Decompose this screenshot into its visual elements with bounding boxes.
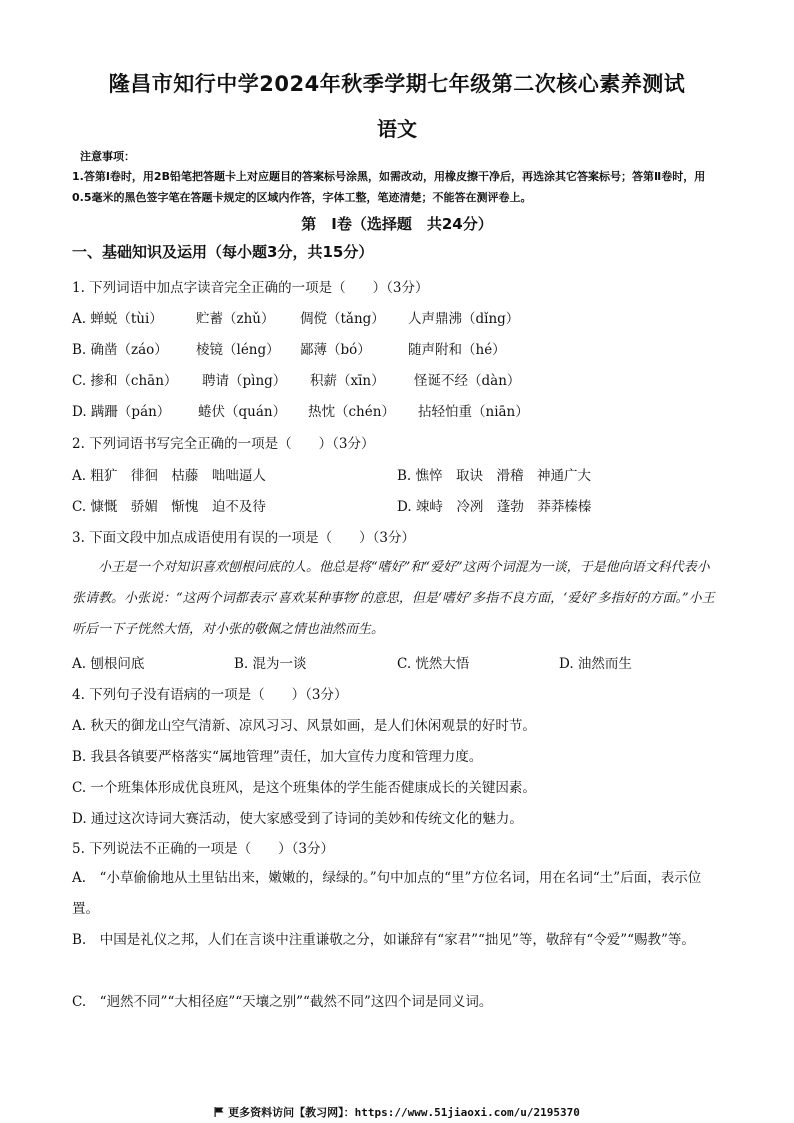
question-1-option-b bbox=[72, 338, 506, 358]
option-word: 倜傥（tǎng） bbox=[300, 311, 385, 327]
footer-text: 更多资料访问【教习网】：https://www.51jiaoxi.com/u/2195370 bbox=[228, 1106, 580, 1119]
question-2-option-c: C. 慷慨 骄媚 惭愧 迫不及待 bbox=[72, 499, 266, 515]
question-4-option-b: B. 我县各镇要严格落实“属地管理”责任，加大宣传力度和管理力度。 bbox=[72, 749, 483, 765]
option-word: 人声鼎沸（dǐng） bbox=[408, 311, 520, 327]
exam-title: 隆昌市知行中学2024年秋季学期七年级第二次核心素养测试 bbox=[108, 72, 686, 96]
option-word: B. 确凿（záo） bbox=[72, 342, 168, 358]
question-3-option-c: C. 恍然大悟 bbox=[397, 656, 470, 672]
question-5-option-a: A. “小草偷偷地从土里钻出来，嫩嫩的，绿绿的。”句中加点的“里”方位名词，用在名词“土”后面，表示位置。 bbox=[72, 870, 702, 917]
question-2-option-d: D. 竦峙 冷冽 蓬勃 莽莽榛榛 bbox=[397, 499, 592, 515]
flag-icon bbox=[214, 1107, 224, 1117]
option-word: 积薪（xīn） bbox=[310, 373, 385, 389]
option-word: 随声附和（hé） bbox=[408, 342, 506, 358]
option-word: D. 蹒跚（pán） bbox=[72, 404, 171, 420]
footer bbox=[0, 1104, 794, 1120]
question-1-option-c bbox=[72, 369, 520, 389]
option-word: 怪诞不经（dàn） bbox=[414, 373, 521, 389]
section-title: 一、基础知识及运用（每小题3分，共15分） bbox=[72, 243, 374, 261]
part-title: 第 Ⅰ卷（选择题 共24分） bbox=[301, 215, 493, 233]
question-4-option-c: C. 一个班集体形成优良班风，是这个班集体的学生能否健康成长的关键因素。 bbox=[72, 780, 536, 796]
notes-text: 1.答第Ⅰ卷时，用2B铅笔把答题卡上对应题目的答案标号涂黑，如需改动，用橡皮擦干净后，再选涂其它答案标号；答第Ⅱ卷时，用0.5毫米的黑色签字笔在答题卡规定的区域内作答，字体工整，笔迹清楚；不能答在测评卷上。 bbox=[72, 170, 706, 204]
question-2-stem: 2. 下列词语书写完全正确的一项是（ ）（3分） bbox=[72, 436, 375, 452]
question-3-option-b: B. 混为一谈 bbox=[234, 656, 307, 672]
question-4-option-a: A. 秋天的御龙山空气清新、凉风习习、风景如画，是人们休闲观景的好时节。 bbox=[72, 718, 536, 734]
option-word: 蜷伏（quán） bbox=[198, 404, 287, 420]
option-word: 贮蓄（zhǔ） bbox=[196, 311, 275, 327]
question-3-stem: 3. 下面文段中加点成语使用有误的一项是（ ）（3分） bbox=[72, 530, 416, 546]
option-word: 热忱（chén） bbox=[308, 404, 395, 420]
question-3-option-a: A. 刨根问底 bbox=[72, 656, 145, 672]
question-1-option-a bbox=[72, 307, 519, 327]
question-1-option-d bbox=[72, 400, 529, 420]
subject-title: 语文 bbox=[377, 117, 417, 141]
option-word: 棱镜（léng） bbox=[196, 342, 280, 358]
question-2-option-b: B. 憔悴 取诀 滑稽 神通广大 bbox=[397, 468, 592, 484]
question-5-stem: 5. 下列说法不正确的一项是（ ）（3分） bbox=[72, 841, 335, 857]
option-word: 拈轻怕重（niān） bbox=[418, 404, 529, 420]
notes-heading: 注意事项： bbox=[80, 150, 135, 163]
question-4-option-d: D. 通过这次诗词大赛活动，使大家感受到了诗词的美妙和传统文化的魅力。 bbox=[72, 811, 523, 827]
option-word: 鄙薄（bó） bbox=[300, 342, 371, 358]
question-4-stem: 4. 下列句子没有语病的一项是（ ）（3分） bbox=[72, 687, 348, 703]
option-word: C. 掺和（chān） bbox=[72, 373, 178, 389]
question-1-stem: 1. 下列词语中加点字读音完全正确的一项是（ ）（3分） bbox=[72, 280, 429, 296]
option-word: 聘请（pìng） bbox=[202, 373, 287, 389]
question-3-option-d: D. 油然而生 bbox=[559, 656, 632, 672]
question-5-option-b: B. 中国是礼仪之邦，人们在言谈中注重谦敬之分，如谦辞有“家君”“拙见”等，敬辞有“令爱”“赐教”等。 bbox=[72, 932, 695, 948]
option-word: A. 蝉蜕（tùi） bbox=[72, 311, 163, 327]
question-5-option-c: C. “迥然不同”“大相径庭”“天壤之别”“截然不同”这四个词是同义词。 bbox=[72, 994, 493, 1010]
question-2-option-a: A. 粗犷 徘徊 枯藤 咄咄逼人 bbox=[72, 468, 266, 484]
question-3-passage: 小王是一个对知识喜欢刨根问底的人。他总是将“嗜好”和“爱好”这两个词混为一谈，于是他向语文科代表小张请教。小张说：“这两个词都表示‘喜欢某种事物’的意思，但是‘嗜好’多指不良方面，‘爱好’多指好的方面。”小王听后一下子恍然大悟，对小张的敬佩之情也油然而生。 bbox=[72, 560, 715, 637]
